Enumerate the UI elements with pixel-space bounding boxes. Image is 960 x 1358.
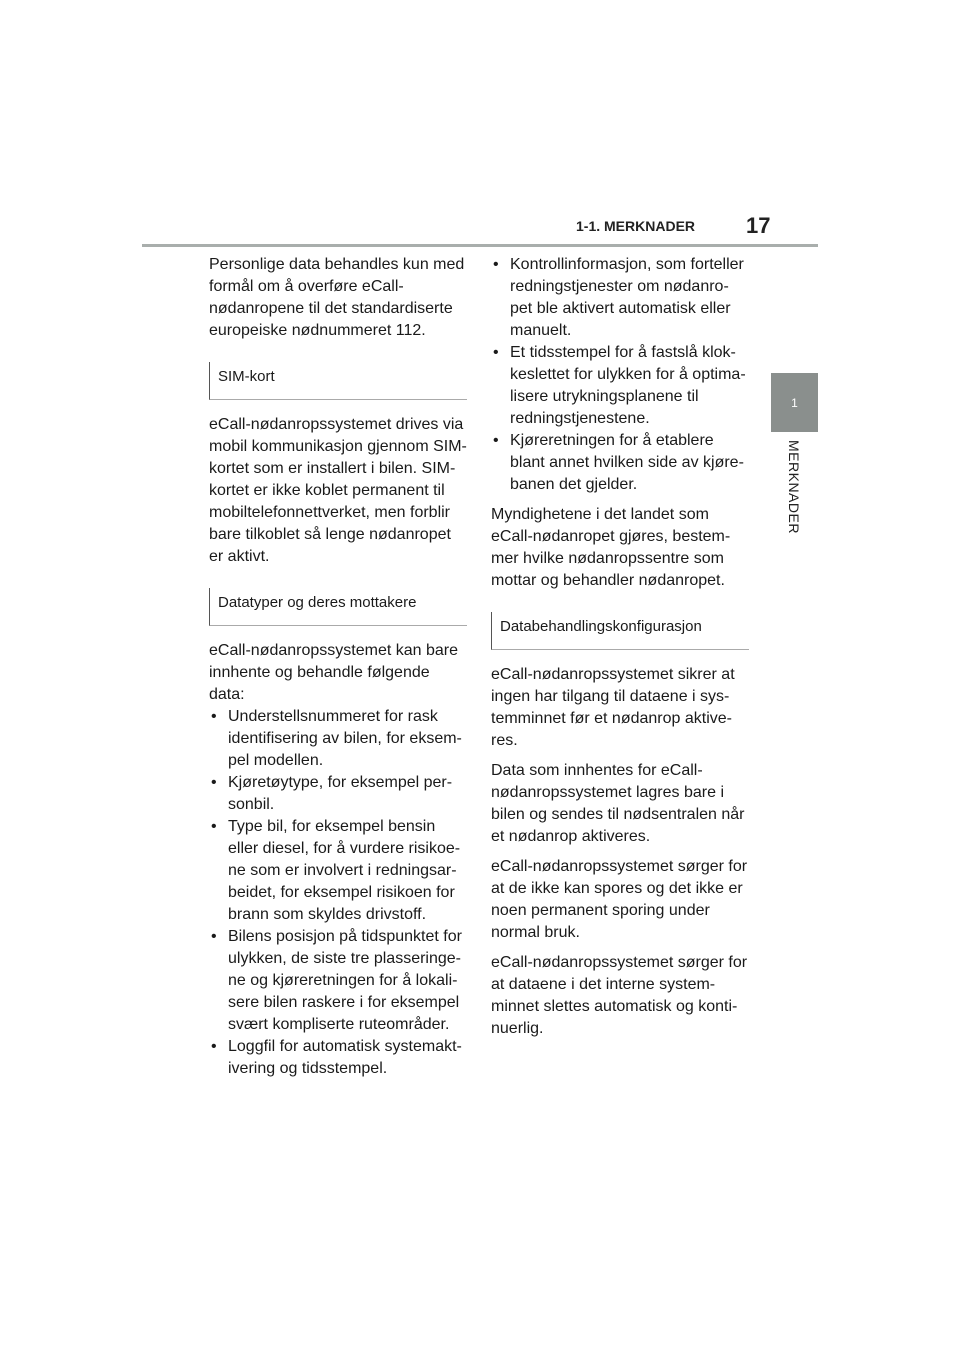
paragraph: Personlige data behandles kun med formål om å overføre eCall-nødanropene til det standardiserte europeiske nødnummeret 112. [209,256,465,339]
list-item: • Kjøreretningen for å etablere blant annet hvilken side av kjøre-banen det gjelder. [491,430,749,496]
paragraph: eCall-nødanropssystemet kan bare innhente og behandle følgende data: [209,642,459,703]
bullet-list [491,254,749,496]
list-item: • Kjøretøytype, for eksempel per-sonbil. [209,772,467,816]
list-item: • Understellsnummeret for rask identifisering av bilen, for eksem-pel modellen. [209,706,467,772]
section-heading-sim: SIM-kort [209,362,467,400]
header-rule [142,244,818,247]
section-heading-datatypes: Datatyper og deres mottakere [209,588,467,626]
list-item: • Et tidsstempel for å fastslå klok-keslettet for ulykken for å optima-lisere utrykningsplanene til redningstjenestene. [491,342,749,430]
chapter-tab [771,373,818,432]
chapter-tab-number: 1 [791,395,798,410]
left-column [209,254,467,1088]
paragraph: Myndighetene i det landet som eCall-nødanropet gjøres, bestem-mer hvilke nødanropssentre som mottar og behandler nødanropet. [491,506,731,589]
paragraph: eCall-nødanropssystemet sikrer at ingen har tilgang til dataene i sys-temminnet før et nødanrop aktive-res. [491,666,735,749]
page-header-title: 1-1. MERKNADER [576,218,696,234]
list-item: • Loggfil for automatisk systemakt-ivering og tidsstempel. [209,1036,467,1080]
list-item: • Type bil, for eksempel bensin eller diesel, for å vurdere risikoe-ne som er involvert i redningsar-beidet, for eksempel risikoen for brann som skyldes drivstoff. [209,816,467,926]
paragraph: eCall-nødanropssystemet drives via mobil kommunikasjon gjennom SIM-kortet som er installert i bilen. SIM-kortet er ikke koblet permanent til mobiltelefonnettverket, men forblir bare tilkoblet så lenge nødanropet er aktivt. [209,416,467,565]
paragraph: Data som innhentes for eCall-nødanropssystemet lagres bare i bilen og sendes til nødsentralen når et nødanrop aktiveres. [491,762,745,845]
bullet-list [209,706,467,1080]
page-number: 17 [746,213,771,238]
paragraph: eCall-nødanropssystemet sørger for at de ikke kan spores og det ikke er noen permanent sporing under normal bruk. [491,858,748,941]
list-item: • Bilens posisjon på tidspunktet for ulykken, de siste tre plasseringe-ne og kjøreretningen for å lokali-sere bilen raskere i for eksempel svært kompliserte ruteområder. [209,926,467,1036]
right-column [491,254,749,1048]
chapter-tab-label: MERKNADER [786,440,802,534]
section-heading-config: Databehandlingskonfigurasjon [491,612,749,650]
paragraph: eCall-nødanropssystemet sørger for at dataene i det interne system-minnet slettes automatisk og konti-nuerlig. [491,954,748,1037]
list-item: • Kontrollinformasjon, som forteller redningstjenester om nødanro-pet ble aktivert automatisk eller manuelt. [491,254,749,342]
